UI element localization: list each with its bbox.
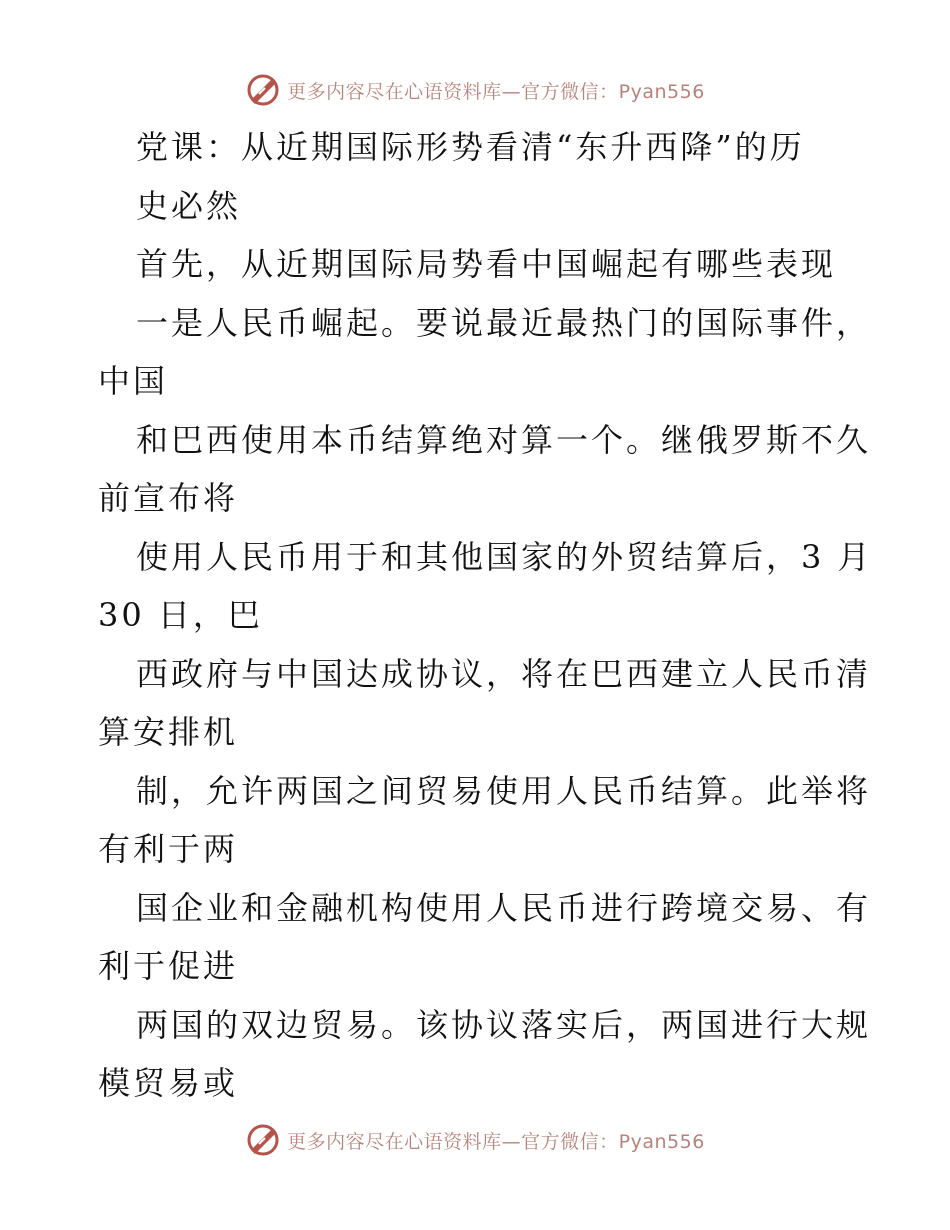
pen-logo-icon [245,1122,281,1158]
text-line: 30 日，巴 [98,596,263,634]
text-line: 有利于两 [98,830,239,868]
text-line: 中国 [98,362,169,400]
text-line: 和巴西使用本币结算绝对算一个。继俄罗斯不久 [136,420,872,459]
text-line: 算安排机 [98,713,239,751]
footer-watermark [0,1120,950,1160]
text-line: 首先，从近期国际局势看中国崛起有哪些表现 [136,245,837,283]
text-line: 党课：从近期国际形势看清“东升西降”的历 [136,128,805,166]
text-line: 模贸易或 [98,1064,239,1102]
text-line: 一是人民币崛起。要说最近最热门的国际事件， [136,303,872,342]
text-line: 制，允许两国之间贸易使用人民币结算。此举将 [136,771,872,810]
pen-logo-icon [245,72,281,108]
document-body [98,118,873,1113]
text-line: 前宣布将 [98,479,239,517]
text-line: 利于促进 [98,947,239,985]
text-line: 西政府与中国达成协议，将在巴西建立人民币清 [136,654,872,693]
text-line: 史必然 [136,186,242,225]
text-line: 使用人民币用于和其他国家的外贸结算后，3 月 [136,537,873,576]
text-line: 两国的双边贸易。该协议落实后，两国进行大规 [136,1005,872,1044]
footer-watermark-text: 更多内容尽在心语资料库—官方微信：Pyan556 [287,1130,705,1153]
header-watermark-text: 更多内容尽在心语资料库—官方微信：Pyan556 [287,80,705,103]
header-watermark [0,70,950,110]
text-line: 国企业和金融机构使用人民币进行跨境交易、有 [136,888,872,927]
